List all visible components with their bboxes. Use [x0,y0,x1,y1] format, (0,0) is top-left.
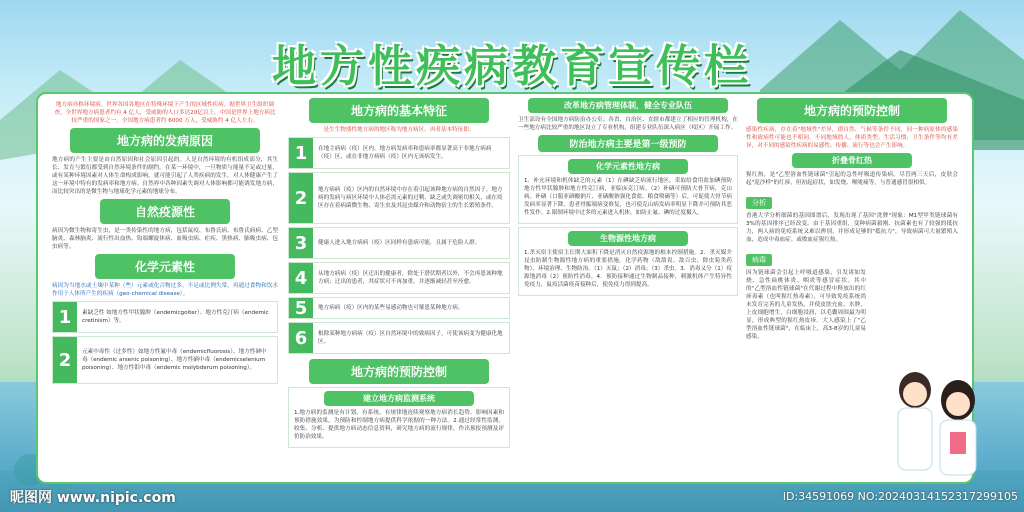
column-1 [52,98,278,387]
control-text: 感染性疾病，存在着"地域性"差异，即自然、气候等条件不同，同一种病原体的感染性和致病性可能也不相同。不同地域的人，体质类型、生活习惯、卫生条件等均有差异，对不同的感染性疾病的易感性、传播、流行等也会产生影响。 [746,127,958,149]
column-3 [518,98,738,299]
heading-chemical-disease: 化学元素性地方病 [568,159,688,174]
management-text: 卫生部设有全国地方病防治办公室；各省、自治区、直辖市都建立了相应的管理机构，在一些地方病比较严重的地区设立了专业机构，组建专业队伍深入病区（疫区）开展工作。 [518,117,738,131]
heading-primary-prevention: 防治地方病主要是第一级预防 [538,135,718,152]
heading-cause: 地方病的发病原因 [70,128,260,153]
chemical-disease-text: 1．补充环境和机体缺乏的元素（1）在碘缺乏病流行地区，采取给食用盐加碘预防地方性甲状腺肿和地方性克汀病，亚临床克汀病。（2）补硒可预防大骨节病，克山病。补硒（口服亚硒酸钠片、亚硒酸钠强化食盐、粮食喷硒等）后，可促使大骨节病发病率显著下降，患者骨骺端病变修复，也可使克山病发病率明显下降并可预防其恶性发作。2.限制环境中过多的元素进入机体，如防止氟、碘的过度摄入。 [524,178,732,216]
item-number: 3 [289,228,313,258]
heading-control: 地方病的预防控制 [757,98,947,123]
heading-prevention: 地方病的预防控制 [309,359,489,384]
cause-text: 地方病的产生主要是由自然原因和社会原因引起的。人是自然环境的有机组成部分，其生长、发育与繁衍都受到自然环境条件的制约。在某一环境中，一旦物质与能量不足或过量，或有某种环境因素对人体生命构成影响，就可能引起了人类疾病的发生。对人体健康产生了这一环境中特有的发病率和地方病。自然界中各种因素失调对人体影响都可能诱发地方病，而比较突出的是微生物与地球化学元素的地球分布。 [52,157,278,195]
monitoring-box [288,387,510,448]
list-item [288,262,510,294]
list-item [288,322,510,354]
analysis-tag: 分析 [746,197,772,209]
biological-box [518,227,738,296]
scarlet-fever-text: 猩红热，是"乙型溶血性链球菌"引起的急性呼吸道传染病。尽管两三天后，皮肤会起"泥沙样"的红疹，但初起症状，如发烧、喉咙痛等，与普通感冒很相似。 [746,172,958,186]
column-4 [746,98,958,344]
list-item [288,227,510,259]
monitoring-text: 1.地方病的监测是有计划、有系统、有规律地连续观察地方病消长趋势、影响因素和预防措施效果，为预防和控制地方病提供科学依据的一种方法。2.通过经常性监测，收集、分析、提供地方病动态信息资料，研究地方病的流行规律，作出预报预测及评价防治效果。 [294,410,504,440]
heading-features: 地方病的基本特征 [309,98,489,123]
item-number: 2 [53,337,77,383]
intro-text: 地方病亦称环境病。世界各国各地区在特殊环境下产生的区域性疾病。据世界卫生组织调查，全世界地方病患者约有 4 亿人，受威胁的人口多达20亿以上。中国是世界上地方病比较严重的国家之一，全国地方病患者约 6000 万人，受威胁约 4 亿人左右。 [54,102,276,124]
page-title: 地方性疾病教育宣传栏 [272,41,752,92]
item-text: 素缺乏性 如地方性甲状腺肿（endemicgoiter）、地方性克汀病（endemic cretinism）等。 [82,310,269,324]
analysis-text: 香港大学分析细菌的基因图谱后，发现出现了基因"洗牌"现象：M1型甲类链球菌有3%的基因排序已经改变。由于基因重组，变种病菌毅刚、抗菌素也有了较强的抵抗力，两人病的免疫系统又难以辨别，并形成足够的"抵抗力"，导致病菌可大量繁殖入血，造成中毒血症。或败血症猩红热。 [746,213,958,243]
item-text: 从地方病病（疫）区迁出的健康者，除处于潜伏期者以外，不会再患该种地方病；迁出的患者，其症状可不再加重，并逐渐减轻甚至痊愈。 [318,271,503,285]
item-number: 6 [289,323,313,353]
heading-scarlet-fever: 折叠骨红热 [792,153,912,168]
item-text: 根除某种地方病病（疫）区自然环境中的致病因子，可使该病变为健康化地区。 [318,331,503,345]
list-item [52,336,278,384]
item-text: 地方病病（疫）区内的自然环境中存在着引起该种地方病的自然因子。地方病的发病与病区环境中人体必需元素的过剩、缺乏或失调密切相关，或在疫区存在着病菌微生物、寄生虫及其昆虫媒介和动物宿主的生长繁殖条件。 [318,187,503,209]
chemical-text: 病因为当地水或土壤中某种（些）元素或化合物过多、不足或比例失常，再通过食物和饮水作用于人体所产生的疾病（geo-chemical disease）。 [52,283,278,297]
watermark: 昵图网 www.nipic.com [10,490,176,506]
doctors-illustration [880,360,990,480]
heading-chemical: 化学元素性 [95,254,235,279]
epidemic-text: 病因为微生物和寄生虫，是一类传染性的地方病，包括鼠疫、布鲁氏病、布鲁氏病病、乙型脑炎、森林脑炎、流行性出血热、钩端螺旋体病、血吸虫病、疟疾、黑热病、肺吸虫病、包虫病等。 [52,228,278,250]
item-number: 4 [289,263,313,293]
item-text: 健康人进入地方病病（疫）区同样有患病可能，且属于危险人群。 [318,240,481,246]
item-text: 地方病病（疫）区内的某些易感动物也可罹患某种地方病。 [318,305,464,311]
features-intro: 是生生物器性地方病的地区称为地方病区。再者基本特征即。 [323,127,475,133]
heading-epidemic: 自然疫源性 [100,199,230,224]
chemical-box [518,155,738,224]
item-text: 元素中毒性（过多性）如地方性氟中毒（endemicfluorosis）、地方性砷中毒（endemic arsenic poisoning）、地方性硒中毒（endemicselenium poisoning）、地方性钼中毒（endemic molybderum poisoning）。 [82,349,267,371]
item-number: 1 [289,138,313,168]
image-id: ID:34591069 NO:20240314152317299105 [782,490,1018,503]
heading-management: 改革地方病管理体制，健全专业队伍 [528,98,728,113]
list-item [288,172,510,224]
item-text: 在地主病病（疫）区内，地方病发病率和患病率都显著高于非地方病病（疫）区，或在非地方病病（疫）区内无该病发生。 [318,146,492,160]
risk-text: 因为链球菌会引起上呼吸道感染，引发诸如发烧、急性扁桃体炎、咽炎等感冒症状。其中的"乙型溶血性链球菌"在代谢过程中释放出的红疹毒素（也叫猩红热毒素），可导致免疫系统尚未发育完善的儿童发热，并使皮肤充血、水肿，上皮细胞增生，白细胞浸润，以毛囊周围最为明显，形成典型的猩红热皮疹。大人感染上了"乙型溶血性链球菌"，在临床上，高3-8岁的儿童易感染。 [746,270,866,340]
list-item [288,137,510,169]
item-number: 1 [53,302,77,332]
heading-biological: 生物源性地方病 [568,231,688,246]
list-item [288,297,510,319]
heading-monitoring: 建立地方病监测系统 [324,391,474,406]
item-number: 5 [289,298,313,318]
column-2 [288,98,510,451]
biological-text: 1.杀灭宿主使宿主长期大面积下降是消灭自然疫源地的根本控制措施。2．杀灭媒介昆虫防制生物源性地方病的重要措施。化学药物（敌敌畏、敌百虫、除虫菊类药物）、环境治理、生物防治。（1）灭鼠；（2）消毒；（3）杀虫。3．消毒又分（1）疫源地消毒（2）预防性消毒。4．预防接种通过生物制品接种，刺激机体产生特异性免疫力，鼠疫活菌疫苗接种后，使免疫力得到提高。 [524,250,732,288]
item-number: 2 [289,173,313,223]
risk-tag: 病毒 [746,254,772,266]
list-item [52,301,278,333]
